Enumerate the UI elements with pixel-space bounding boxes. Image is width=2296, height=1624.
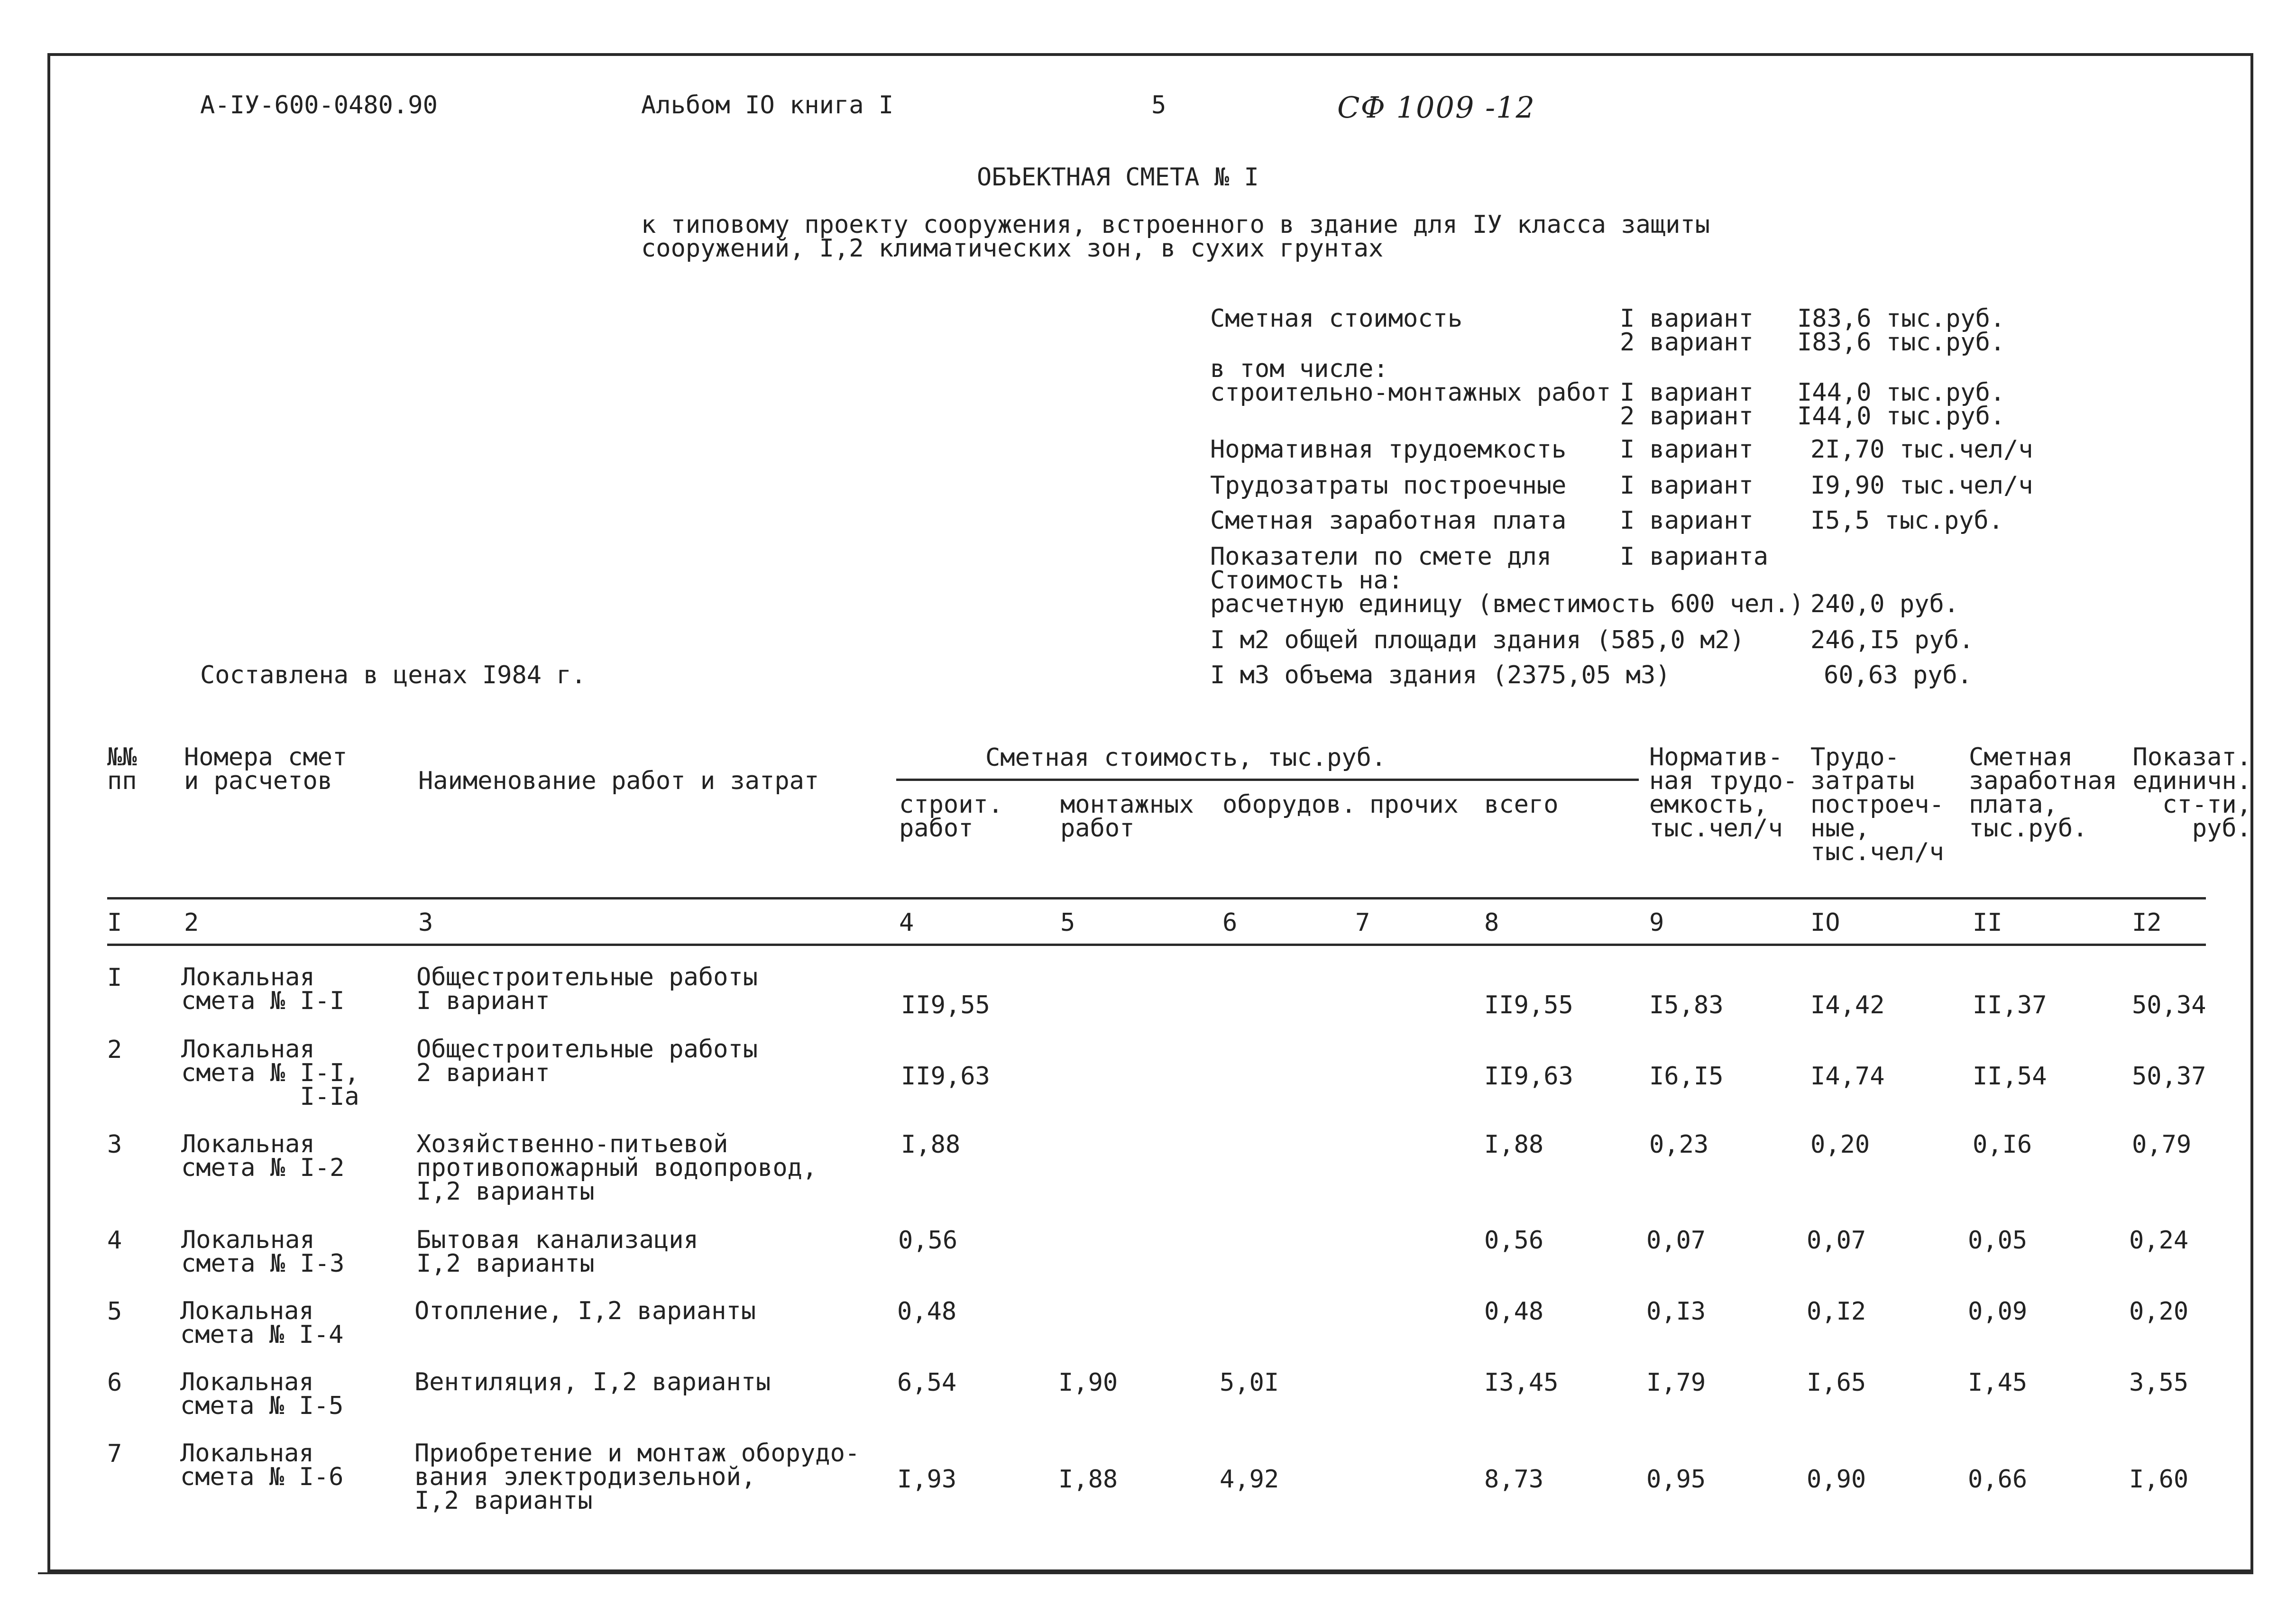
row-estimate: Локальная смета № I-4: [180, 1297, 344, 1349]
row-installation: I,90: [1058, 1368, 1118, 1397]
header-estimate: Номера смет и расчетов: [184, 743, 348, 795]
cost-v2-value: I83,6 тыс.руб.: [1797, 328, 2005, 357]
smr-v1-value: I44,0 тыс.руб.: [1797, 378, 2005, 407]
row-equipment: 5,0I: [1220, 1368, 1279, 1397]
header-name: Наименование работ и затрат: [418, 767, 819, 795]
row-norm-labor: 0,07: [1646, 1226, 1706, 1255]
wage-label: Сметная заработная плата: [1210, 506, 1567, 535]
row-norm-labor: I,79: [1646, 1368, 1706, 1397]
row-indicator: 0,79: [2132, 1130, 2192, 1159]
row-site-labor: I,65: [1807, 1368, 1866, 1397]
row-name: Общестроительные работы I вариант: [416, 963, 758, 1015]
row-norm-labor: I6,I5: [1649, 1062, 1724, 1091]
wage-variant: I вариант: [1620, 506, 1754, 535]
row-num: 6: [107, 1368, 122, 1397]
row-wage: I,45: [1968, 1368, 2028, 1397]
row-estimate: Локальная смета № I-I: [181, 963, 345, 1015]
cost-label: Сметная стоимость: [1210, 304, 1463, 333]
header-equipment: оборудов.: [1222, 790, 1356, 819]
row-wage: II,37: [1973, 991, 2047, 1019]
album-label: Альбом IO книга I: [641, 91, 894, 119]
cost-on-label: Стоимость на:: [1210, 566, 1403, 595]
col-number-3: 3: [418, 908, 433, 937]
row-wage: 0,66: [1968, 1465, 2028, 1494]
row-total: 8,73: [1484, 1465, 1544, 1494]
doc-code: А-IУ-600-0480.90: [200, 91, 438, 119]
col-number-1: I: [107, 908, 122, 937]
labor-value: I9,90 тыс.чел/ч: [1810, 471, 2033, 500]
row-total: II9,55: [1484, 991, 1573, 1019]
row-total: II9,63: [1484, 1062, 1573, 1091]
row-wage: II,54: [1973, 1062, 2047, 1091]
row-estimate: Локальная смета № I-I, I-Iа: [181, 1035, 359, 1111]
col-number-12: I2: [2132, 908, 2162, 937]
row-indicator: 50,34: [2132, 991, 2206, 1019]
m3-cost-value: 60,63 руб.: [1824, 661, 1973, 689]
smr-v2-value: I44,0 тыс.руб.: [1797, 402, 2005, 431]
row-name: Приобретение и монтаж оборудо- вания электродизельной, I,2 варианты: [414, 1439, 860, 1515]
m2-cost-label: I м2 общей площади здания (585,0 м2): [1210, 626, 1745, 654]
row-indicator: 0,24: [2129, 1226, 2189, 1255]
wage-value: I5,5 тыс.руб.: [1810, 506, 2003, 535]
header-other: прочих: [1369, 790, 1459, 819]
header-cost-group: Сметная стоимость, тыс.руб.: [985, 743, 1387, 772]
row-estimate: Локальная смета № I-5: [180, 1368, 344, 1420]
row-construction: II9,63: [901, 1062, 990, 1091]
unit-cost-value: 240,0 руб.: [1810, 590, 1959, 618]
labor-variant: I вариант: [1620, 471, 1754, 500]
bottom-edge-line: [38, 1572, 2253, 1574]
page-number: 5: [1151, 91, 1166, 119]
indicators-variant: I варианта: [1620, 542, 1769, 571]
row-num: 7: [107, 1440, 122, 1468]
row-name: Общестроительные работы 2 вариант: [416, 1035, 758, 1087]
header-installation: монтажных работ: [1060, 790, 1194, 843]
row-construction: I,88: [901, 1130, 961, 1159]
row-site-labor: 0,I2: [1807, 1297, 1866, 1326]
header-site-labor: Трудо- затраты построеч- ные, тыс.чел/ч: [1810, 743, 1944, 866]
row-site-labor: 0,90: [1807, 1465, 1866, 1494]
header-bottom-rule: [107, 897, 2206, 899]
row-site-labor: 0,20: [1810, 1130, 1870, 1159]
row-total: I,88: [1484, 1130, 1544, 1159]
column-numbers-rule: [107, 944, 2206, 946]
row-num: 5: [107, 1297, 122, 1326]
row-num: 4: [107, 1226, 122, 1255]
row-installation: I,88: [1058, 1465, 1118, 1494]
row-site-labor: I4,42: [1810, 991, 1885, 1019]
subtitle-line-1: к типовому проекту сооружения, встроенного в здание для IУ класса защиты: [641, 211, 1710, 239]
prices-note: Составлена в ценах I984 г.: [200, 661, 586, 689]
row-estimate: Локальная смета № I-3: [181, 1226, 345, 1278]
m3-cost-label: I м3 объема здания (2375,05 м3): [1210, 661, 1671, 689]
cost-v1-value: I83,6 тыс.руб.: [1797, 304, 2005, 333]
row-estimate: Локальная смета № I-6: [180, 1439, 344, 1491]
row-norm-labor: 0,I3: [1646, 1297, 1706, 1326]
row-construction: 6,54: [897, 1368, 957, 1397]
handwritten-stamp: СФ 1009 -12: [1337, 90, 1535, 125]
smr-v2-label: 2 вариант: [1620, 402, 1754, 431]
col-number-9: 9: [1649, 908, 1664, 937]
row-norm-labor: 0,23: [1649, 1130, 1709, 1159]
header-total: всего: [1484, 790, 1559, 819]
cost-v1-label: I вариант: [1620, 304, 1754, 333]
row-name: Отопление, I,2 варианты: [414, 1297, 756, 1325]
row-construction: 0,56: [898, 1226, 958, 1255]
col-number-11: II: [1973, 908, 2002, 937]
smr-label: строительно-монтажных работ: [1210, 378, 1611, 407]
indicators-label: Показатели по смете для: [1210, 542, 1552, 571]
row-norm-labor: 0,95: [1646, 1465, 1706, 1494]
unit-cost-label: расчетную единицу (вместимость 600 чел.): [1210, 590, 1804, 618]
row-norm-labor: I5,83: [1649, 991, 1724, 1019]
row-site-labor: 0,07: [1807, 1226, 1866, 1255]
subtitle-line-2: сооружений, I,2 климатических зон, в сухих грунтах: [641, 234, 1384, 263]
row-construction: 0,48: [897, 1297, 957, 1326]
row-num: 2: [107, 1036, 122, 1064]
col-number-4: 4: [899, 908, 914, 937]
col-number-7: 7: [1355, 908, 1370, 937]
row-wage: 0,05: [1968, 1226, 2028, 1255]
row-site-labor: I4,74: [1810, 1062, 1885, 1091]
header-num: №№ пп: [107, 743, 137, 795]
cost-v2-label: 2 вариант: [1620, 328, 1754, 357]
row-name: Хозяйственно-питьевой противопожарный водопровод, I,2 варианты: [416, 1130, 817, 1206]
smr-v1-label: I вариант: [1620, 378, 1754, 407]
row-indicator: 3,55: [2129, 1368, 2189, 1397]
col-number-5: 5: [1060, 908, 1075, 937]
labor-label: Трудозатраты построечные: [1210, 471, 1567, 500]
norm-value: 2I,70 тыс.чел/ч: [1810, 435, 2033, 464]
row-estimate: Локальная смета № I-2: [181, 1130, 345, 1182]
row-construction: II9,55: [901, 991, 990, 1019]
row-indicator: 0,20: [2129, 1297, 2189, 1326]
norm-variant: I вариант: [1620, 435, 1754, 464]
row-equipment: 4,92: [1220, 1465, 1279, 1494]
col-number-8: 8: [1484, 908, 1499, 937]
row-indicator: I,60: [2129, 1465, 2189, 1494]
row-construction: I,93: [897, 1465, 957, 1494]
row-num: 3: [107, 1130, 122, 1159]
page-title: ОБЪЕКТНАЯ СМЕТА № I: [977, 163, 1259, 192]
header-wage: Сметная заработная плата, тыс.руб.: [1969, 743, 2118, 843]
row-name: Вентиляция, I,2 варианты: [414, 1368, 771, 1396]
row-wage: 0,I6: [1973, 1130, 2032, 1159]
header-construction: строит. работ: [899, 790, 1003, 843]
header-norm-labor: Норматив- ная трудо- емкость, тыс.чел/ч: [1649, 743, 1798, 843]
row-total: 0,56: [1484, 1226, 1544, 1255]
norm-label: Нормативная трудоемкость: [1210, 435, 1567, 464]
col-number-2: 2: [184, 908, 199, 937]
m2-cost-value: 246,I5 руб.: [1810, 626, 1974, 654]
incl-label: в том числе:: [1210, 355, 1388, 383]
row-total: 0,48: [1484, 1297, 1544, 1326]
header-indicator: Показат. единичн. ст-ти, руб.: [2132, 743, 2251, 843]
row-total: I3,45: [1484, 1368, 1559, 1397]
col-number-10: IO: [1810, 908, 1840, 937]
row-num: I: [107, 963, 122, 992]
row-name: Бытовая канализация I,2 варианты: [416, 1226, 698, 1278]
col-number-6: 6: [1222, 908, 1238, 937]
row-wage: 0,09: [1968, 1297, 2028, 1326]
row-indicator: 50,37: [2132, 1062, 2206, 1091]
cost-group-underline: [896, 779, 1639, 781]
